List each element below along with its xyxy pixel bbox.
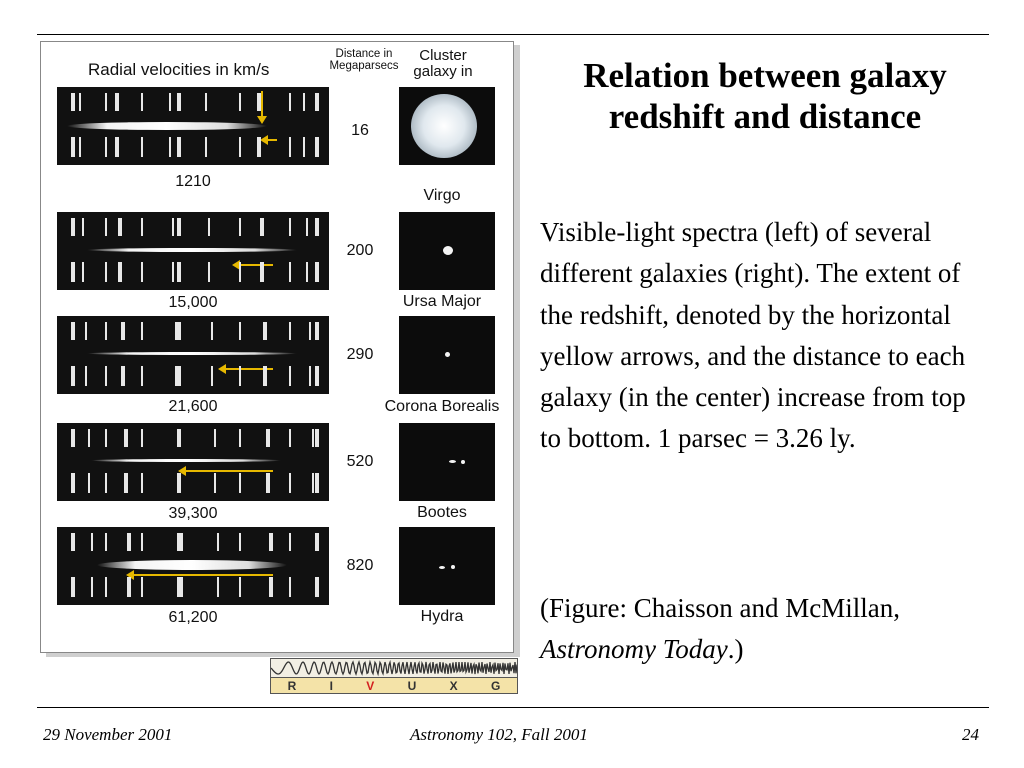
em-band-labels bbox=[271, 677, 517, 694]
absorption-line bbox=[71, 262, 75, 282]
absorption-line bbox=[71, 218, 75, 236]
galaxy-photo-virgo bbox=[399, 87, 495, 165]
absorption-line bbox=[266, 473, 270, 493]
absorption-line bbox=[315, 262, 319, 282]
absorption-line bbox=[105, 533, 107, 551]
wavelength-wave-icon bbox=[271, 659, 517, 677]
distance-header-line1: Distance in bbox=[335, 48, 393, 60]
citation-prefix: (Figure: Chaisson and McMillan, bbox=[540, 593, 900, 623]
absorption-line bbox=[214, 473, 216, 493]
band-i: I bbox=[329, 679, 333, 693]
absorption-line bbox=[239, 93, 241, 111]
absorption-line bbox=[141, 93, 143, 111]
absorption-line bbox=[312, 473, 314, 493]
absorption-line bbox=[217, 533, 219, 551]
absorption-line bbox=[289, 533, 291, 551]
absorption-line bbox=[91, 577, 93, 597]
absorption-line bbox=[141, 366, 143, 386]
absorption-line bbox=[105, 322, 107, 340]
cluster-name: Hydra bbox=[420, 608, 464, 625]
absorption-line bbox=[217, 577, 219, 597]
absorption-line bbox=[71, 366, 75, 386]
citation-book-title: Astronomy Today bbox=[540, 634, 728, 665]
band-v: V bbox=[366, 679, 375, 693]
absorption-line bbox=[208, 262, 210, 282]
distance-value: 16 bbox=[351, 122, 369, 139]
absorption-line bbox=[105, 429, 107, 447]
absorption-line bbox=[289, 218, 291, 236]
band-r: R bbox=[287, 679, 297, 693]
footer-date: 29 November 2001 bbox=[43, 725, 173, 744]
absorption-line bbox=[115, 137, 119, 157]
absorption-line bbox=[266, 429, 270, 447]
absorption-line bbox=[121, 322, 125, 340]
absorption-line bbox=[303, 93, 305, 111]
absorption-line bbox=[289, 262, 291, 282]
absorption-line bbox=[239, 218, 241, 236]
absorption-line bbox=[141, 533, 143, 551]
absorption-line bbox=[181, 533, 183, 551]
absorption-line bbox=[315, 322, 319, 340]
distance-header bbox=[319, 48, 409, 72]
absorption-line bbox=[88, 473, 90, 493]
absorption-line bbox=[257, 137, 261, 157]
galaxy-photo-ursa-major bbox=[399, 212, 495, 290]
cluster-header bbox=[407, 48, 479, 80]
absorption-line bbox=[118, 218, 122, 236]
absorption-line bbox=[309, 322, 311, 340]
cluster-header-line1: Cluster bbox=[419, 47, 467, 64]
absorption-line bbox=[71, 322, 75, 340]
description-paragraph: Visible-light spectra (left) of several different galaxies (right). The extent of the redshift, denoted by the horizontal yellow arrows, and the distance to each galaxy (in the center) increase from top to bottom. 1 parsec = 3.26 ly. bbox=[540, 217, 966, 454]
absorption-line bbox=[263, 322, 267, 340]
absorption-line bbox=[205, 137, 207, 157]
absorption-line bbox=[71, 577, 75, 597]
absorption-line bbox=[239, 137, 241, 157]
absorption-line bbox=[315, 137, 319, 157]
absorption-line bbox=[82, 262, 84, 282]
absorption-line bbox=[289, 473, 291, 493]
em-spectrum-strip bbox=[270, 658, 518, 694]
footer-course: Astronomy 102, Fall 2001 bbox=[410, 725, 588, 744]
absorption-line bbox=[105, 262, 107, 282]
velocity-label: 21,600 bbox=[168, 398, 218, 415]
absorption-line bbox=[105, 93, 107, 111]
absorption-line bbox=[177, 533, 181, 551]
absorption-line bbox=[124, 473, 128, 493]
distance-value: 200 bbox=[346, 242, 374, 259]
absorption-line bbox=[88, 429, 90, 447]
absorption-line bbox=[177, 429, 181, 447]
spectrum-ursa-major bbox=[57, 212, 329, 290]
absorption-line bbox=[91, 533, 93, 551]
absorption-line bbox=[172, 262, 174, 282]
redshift-figure bbox=[40, 41, 514, 653]
absorption-line bbox=[289, 137, 291, 157]
citation-paragraph bbox=[540, 588, 980, 671]
absorption-line bbox=[315, 577, 319, 597]
absorption-line bbox=[141, 137, 143, 157]
absorption-line bbox=[306, 218, 308, 236]
absorption-line bbox=[105, 473, 107, 493]
absorption-line bbox=[169, 137, 171, 157]
band-u: U bbox=[407, 679, 417, 693]
absorption-line bbox=[177, 262, 181, 282]
absorption-line bbox=[315, 93, 319, 111]
absorption-line bbox=[315, 473, 319, 493]
absorption-line bbox=[121, 366, 125, 386]
absorption-line bbox=[124, 429, 128, 447]
absorption-line bbox=[309, 366, 311, 386]
absorption-line bbox=[141, 429, 143, 447]
absorption-line bbox=[177, 577, 181, 597]
absorption-line bbox=[211, 322, 213, 340]
absorption-line bbox=[177, 218, 181, 236]
absorption-line bbox=[312, 429, 314, 447]
cluster-name: Virgo bbox=[423, 187, 461, 204]
absorption-line bbox=[141, 218, 143, 236]
slide-title: Relation between galaxy redshift and distance bbox=[583, 56, 947, 136]
absorption-line bbox=[289, 577, 291, 597]
absorption-line bbox=[214, 429, 216, 447]
absorption-line bbox=[141, 577, 143, 597]
absorption-line bbox=[141, 262, 143, 282]
absorption-line bbox=[181, 577, 183, 597]
absorption-line bbox=[239, 429, 241, 447]
absorption-line bbox=[289, 93, 291, 111]
absorption-line bbox=[239, 473, 241, 493]
absorption-line bbox=[105, 577, 107, 597]
absorption-line bbox=[239, 533, 241, 551]
citation-suffix: .) bbox=[727, 634, 744, 665]
absorption-line bbox=[177, 93, 181, 111]
absorption-line bbox=[289, 322, 291, 340]
absorption-line bbox=[315, 429, 319, 447]
absorption-line bbox=[105, 137, 107, 157]
absorption-line bbox=[269, 533, 273, 551]
absorption-line bbox=[71, 93, 75, 111]
absorption-line bbox=[79, 137, 81, 157]
absorption-line bbox=[239, 262, 241, 282]
absorption-line bbox=[71, 533, 75, 551]
absorption-line bbox=[118, 262, 122, 282]
absorption-line bbox=[71, 137, 75, 157]
band-g: G bbox=[490, 679, 501, 693]
galaxy-photo-corona-borealis bbox=[399, 316, 495, 394]
absorption-line bbox=[239, 322, 241, 340]
distance-header-line2: Megaparsecs bbox=[329, 60, 399, 72]
velocity-label: 39,300 bbox=[168, 505, 218, 522]
spectrum-hydra bbox=[57, 527, 329, 605]
distance-value: 820 bbox=[346, 557, 374, 574]
absorption-line bbox=[303, 137, 305, 157]
absorption-line bbox=[85, 366, 87, 386]
absorption-line bbox=[71, 473, 75, 493]
absorption-line bbox=[315, 533, 319, 551]
absorption-line bbox=[115, 93, 119, 111]
absorption-line bbox=[85, 322, 87, 340]
absorption-line bbox=[306, 262, 308, 282]
absorption-line bbox=[205, 93, 207, 111]
absorption-line bbox=[177, 322, 181, 340]
absorption-line bbox=[82, 218, 84, 236]
distance-value: 520 bbox=[346, 453, 374, 470]
spectrum-bootes bbox=[57, 423, 329, 501]
distance-value: 290 bbox=[346, 346, 374, 363]
absorption-line bbox=[260, 218, 264, 236]
absorption-line bbox=[141, 473, 143, 493]
absorption-line bbox=[315, 218, 319, 236]
velocity-label: 61,200 bbox=[168, 609, 218, 626]
spectrum-corona-borealis bbox=[57, 316, 329, 394]
cluster-name: Corona Borealis bbox=[384, 398, 500, 415]
cluster-header-line2: galaxy in bbox=[413, 63, 473, 80]
footer-page-number: 24 bbox=[962, 725, 979, 744]
cluster-name: Bootes bbox=[417, 504, 467, 521]
absorption-line bbox=[239, 366, 241, 386]
absorption-line bbox=[257, 93, 261, 111]
absorption-line bbox=[260, 262, 264, 282]
absorption-line bbox=[289, 429, 291, 447]
absorption-line bbox=[239, 577, 241, 597]
absorption-line bbox=[127, 577, 131, 597]
absorption-line bbox=[315, 366, 319, 386]
galaxy-photo-bootes bbox=[399, 423, 495, 501]
absorption-line bbox=[105, 366, 107, 386]
absorption-line bbox=[177, 473, 181, 493]
absorption-line bbox=[141, 322, 143, 340]
absorption-line bbox=[169, 93, 171, 111]
band-x: X bbox=[449, 679, 458, 693]
absorption-line bbox=[211, 366, 213, 386]
absorption-line bbox=[79, 93, 81, 111]
galaxy-photo-hydra bbox=[399, 527, 495, 605]
absorption-line bbox=[263, 366, 267, 386]
absorption-line bbox=[71, 429, 75, 447]
absorption-line bbox=[289, 366, 291, 386]
absorption-line bbox=[172, 218, 174, 236]
bottom-rule bbox=[37, 707, 989, 708]
absorption-line bbox=[177, 366, 181, 386]
absorption-line bbox=[127, 533, 131, 551]
absorption-line bbox=[269, 577, 273, 597]
velocity-label: 15,000 bbox=[168, 294, 218, 311]
top-rule bbox=[37, 34, 989, 35]
spectrum-virgo bbox=[57, 87, 329, 165]
velocity-header: Radial velocities in km/s bbox=[88, 60, 270, 79]
absorption-line bbox=[208, 218, 210, 236]
absorption-line bbox=[177, 137, 181, 157]
cluster-name: Ursa Major bbox=[402, 293, 482, 310]
velocity-label: 1210 bbox=[175, 173, 211, 190]
absorption-line bbox=[105, 218, 107, 236]
